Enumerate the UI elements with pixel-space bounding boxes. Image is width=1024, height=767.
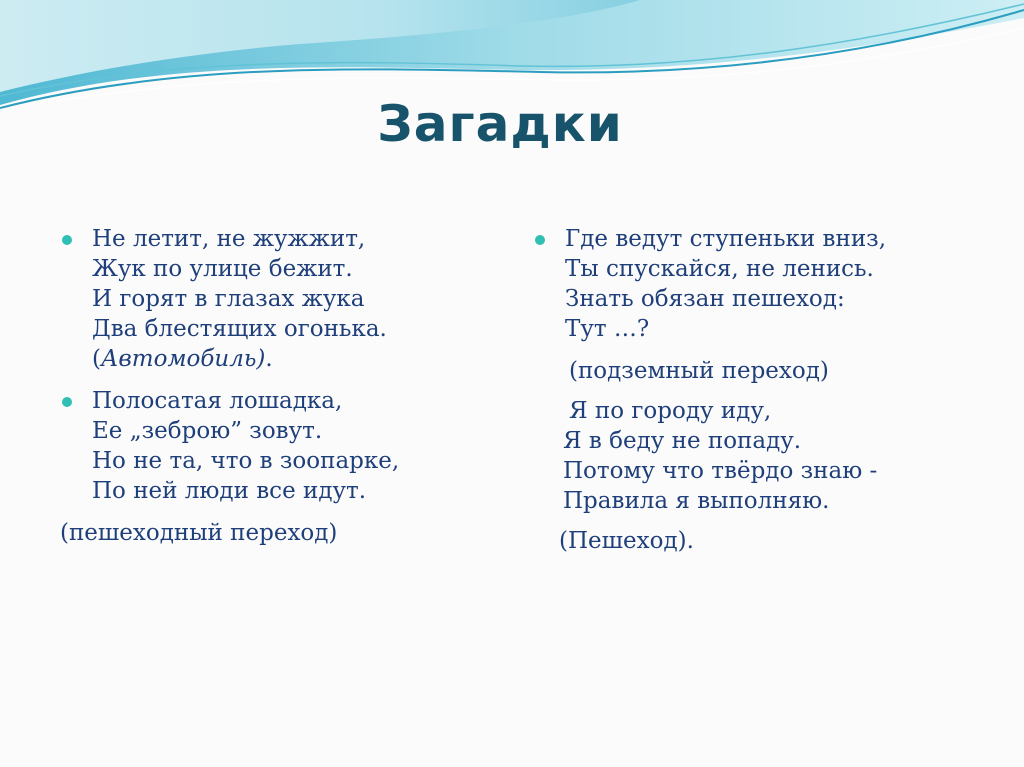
answer-text: Автомобиль) — [100, 346, 266, 372]
riddle-line: И горят в глазах жука — [92, 286, 365, 312]
riddle-line: Но не та, что в зоопарке, — [92, 448, 400, 474]
riddle-line: Я по городу иду, — [569, 398, 772, 424]
riddle-line: Два блестящих огонька. — [92, 316, 387, 342]
riddle-line: Ты спускайся, не ленись. — [565, 256, 874, 282]
riddle-line: Знать обязан пешеход: — [565, 286, 845, 312]
right-column — [533, 224, 973, 556]
bullet-icon — [62, 235, 72, 245]
riddle-pedestrian — [533, 396, 973, 516]
riddle-line: Ее „зеброю” зовут. — [92, 418, 323, 444]
riddle-line: Где ведут ступеньки вниз, — [565, 226, 887, 252]
answer-underpass: (подземный переход) — [569, 358, 829, 384]
riddle-line: Полосатая лошадка, — [92, 388, 343, 414]
riddle-line: Тут …? — [565, 316, 650, 342]
riddle-line: Я в беду не попаду. — [563, 428, 802, 454]
riddle-line: Потому что твёрдо знаю - — [563, 458, 878, 484]
answer-crosswalk: (пешеходный переход) — [60, 520, 338, 546]
bullet-icon — [535, 235, 545, 245]
left-column — [60, 224, 480, 548]
riddle-line: Не летит, не жужжит, — [92, 226, 366, 252]
answer-period: . — [265, 346, 273, 372]
riddle-crosswalk — [60, 386, 480, 506]
riddle-line: Правила я выполняю. — [563, 488, 830, 514]
bullet-icon — [62, 397, 72, 407]
riddle-underpass — [533, 224, 973, 344]
answer-paren-open: ( — [92, 346, 101, 372]
riddle-line: Жук по улице бежит. — [92, 256, 353, 282]
slide-title: Загадки — [377, 95, 623, 153]
riddle-line: По ней люди все идут. — [92, 478, 367, 504]
riddle-car — [60, 224, 480, 374]
answer-pedestrian: (Пешеход). — [559, 528, 694, 554]
riddle-answer — [92, 344, 480, 374]
